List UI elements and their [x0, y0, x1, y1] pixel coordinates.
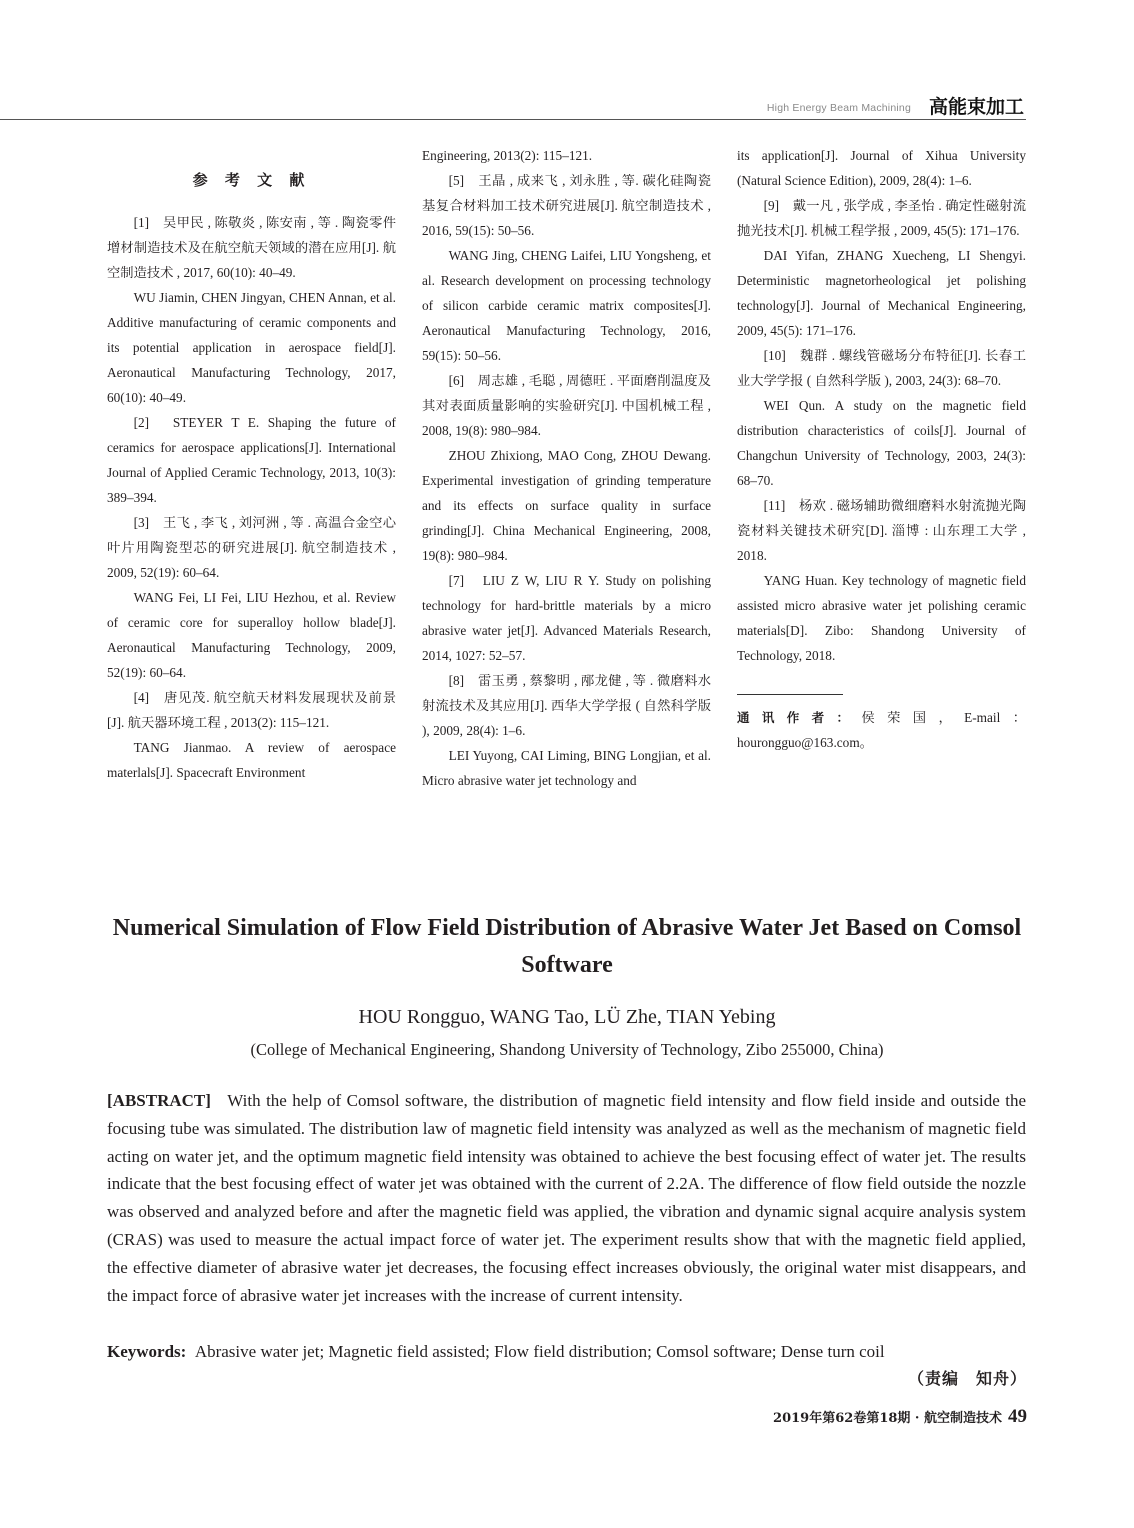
reference-entry: WANG Fei, LI Fei, LIU Hezhou, et al. Review of ceramic core for superalloy hollow blade[J]. Aeronautical Manufacturing Technology, 2009, 52(19): 60–64. — [107, 590, 396, 680]
journal-name-zh: 高能束加工 — [928, 96, 1024, 118]
correspondence-note — [737, 705, 1026, 755]
reference-continuation: its application[J]. Journal of Xihua University (Natural Science Edition), 2009, 28(4): 1–6. — [737, 148, 1026, 188]
reference-entry: YANG Huan. Key technology of magnetic field assisted micro abrasive water jet polishing ceramic materials[D]. Zibo: Shandong University of Technology, 2018. — [737, 573, 1026, 663]
reference-entry: [3] 王飞 , 李飞 , 刘河洲 , 等 . 高温合金空心叶片用陶瓷型芯的研究进展[J]. 航空制造技术 , 2009, 52(19): 60–64. — [107, 515, 396, 580]
english-title: Numerical Simulation of Flow Field Distribution of Abrasive Water Jet Based on Comsol Software — [112, 915, 1022, 978]
footer-issue: 2019年第62卷第18期 · 航空制造技术 — [773, 1411, 1002, 1426]
english-abstract — [107, 1087, 1026, 1309]
reference-entry: [10] 魏群 . 螺线管磁场分布特征[J]. 长春工业大学学报 ( 自然科学版 ), 2003, 24(3): 68–70. — [737, 348, 1026, 388]
footnote-rule — [737, 694, 843, 695]
english-affiliation: (College of Mechanical Engineering, Shandong University of Technology, Zibo 255000, China) — [250, 1040, 884, 1059]
keywords-text: Abrasive water jet; Magnetic field assisted; Flow field distribution; Comsol software; Dense turn coil — [194, 1342, 885, 1361]
reference-entry: LEI Yuyong, CAI Liming, BING Longjian, et al. Micro abrasive water jet technology and — [422, 748, 711, 788]
reference-entry: [4] 唐见茂. 航空航天材料发展现状及前景 [J]. 航天器环境工程 , 2013(2): 115–121. — [107, 690, 396, 730]
correspondence-text: 侯荣国，E-mail：hourongguo@163.com。 — [737, 710, 1026, 750]
header-rule — [0, 119, 1026, 120]
references-column-2 — [422, 143, 711, 793]
keywords-line — [107, 1338, 1026, 1365]
reference-entry: WU Jiamin, CHEN Jingyan, CHEN Annan, et al. Additive manufacturing of ceramic components and its potential application in aerospace field[J]. Aeronautical Manufacturing Technology, 2017, 60(10): 40–49. — [107, 290, 396, 405]
references-heading: 参 考 文 献 — [192, 171, 311, 189]
reference-entry: ZHOU Zhixiong, MAO Cong, ZHOU Dewang. Experimental investigation of grinding temperature and its effects on surface quality in surface grinding[J]. China Mechanical Engineering, 2008, 19(8): 980–984. — [422, 448, 711, 563]
references-column-1 — [107, 143, 396, 785]
abstract-label: [ABSTRACT] — [107, 1091, 211, 1110]
reference-entry: [9] 戴一凡 , 张学成 , 李圣怡 . 确定性磁射流抛光技术[J]. 机械工程学报 , 2009, 45(5): 171–176. — [737, 198, 1026, 238]
abstract-text: With the help of Comsol software, the distribution of magnetic field intensity and flow field inside and outside the focusing tube was simulated. The distribution law of magnetic field intensity was analyzed as well as the mechanism of magnetic field acting on water jet, and the optimum magnetic field intensity was obtained to achieve the best focusing effect of water jet. The results indicate that the best focusing effect of water jet was obtained with the current of 2.2A. The difference of flow field outside the nozzle was observed and analyzed before and after the magnetic field was applied, the vibration and dynamic signal acquire analysis system (CRAS) was used to measure the actual impact force of water jet. The experiment results show that with the magnetic field applied, the effective diameter of abrasive water jet decreases, the focusing effect increases obviously, the original water mist disappears, and the impact force of abrasive water jet increases with the increase of current intensity. — [107, 1091, 1026, 1305]
reference-continuation: Engineering, 2013(2): 115–121. — [422, 148, 593, 163]
reference-entry: [11] 杨欢 . 磁场辅助微细磨料水射流抛光陶瓷材料关键技术研究[D]. 淄博 : 山东理工大学 , 2018. — [737, 498, 1026, 563]
reference-entry: [8] 雷玉勇 , 蔡黎明 , 邴龙健 , 等 . 微磨料水射流技术及其应用[J]. 西华大学学报 ( 自然科学版 ), 2009, 28(4): 1–6. — [422, 673, 711, 738]
reference-entry: [1] 吴甲民 , 陈敬炎 , 陈安南 , 等 . 陶瓷零件增材制造技术及在航空航天领域的潜在应用[J]. 航空制造技术 , 2017, 60(10): 40–49. — [107, 215, 396, 280]
reference-entry: [6] 周志雄 , 毛聪 , 周德旺 . 平面磨削温度及其对表面质量影响的实验研究[J]. 中国机械工程 , 2008, 19(8): 980–984. — [422, 373, 711, 438]
reference-entry: [2] STEYER T E. Shaping the future of ceramics for aerospace applications[J]. International Journal of Applied Ceramic Technology, 2013, 10(3): 389–394. — [107, 415, 396, 505]
page-footer — [773, 1406, 1027, 1428]
page-number: 49 — [1008, 1406, 1027, 1427]
editor-note: （责编 知舟） — [907, 1369, 1027, 1388]
english-authors: HOU Rongguo, WANG Tao, LÜ Zhe, TIAN Yebing — [358, 1006, 776, 1028]
reference-entry: [5] 王晶 , 成来飞 , 刘永胜 , 等. 碳化硅陶瓷基复合材料加工技术研究进展[J]. 航空制造技术 , 2016, 59(15): 50–56. — [422, 173, 711, 238]
journal-name-en: High Energy Beam Machining — [766, 102, 911, 114]
reference-entry: [7] LIU Z W, LIU R Y. Study on polishing technology for hard-brittle materials by a micro abrasive water jet[J]. Advanced Materials Research, 2014, 1027: 52–57. — [422, 573, 711, 663]
references-column-3 — [737, 143, 1026, 755]
reference-entry: TANG Jianmao. A review of aerospace materlals[J]. Spacecraft Environment — [107, 740, 396, 780]
reference-entry: WANG Jing, CHENG Laifei, LIU Yongsheng, et al. Research development on processing technology of silicon carbide ceramic matrix composites[J]. Aeronautical Manufacturing Technology, 2016, 59(15): 50–56. — [422, 248, 711, 363]
running-header — [0, 90, 1026, 120]
reference-entry: WEI Qun. A study on the magnetic field distribution characteristics of coils[J]. Journal of Changchun University of Technology, 2003, 24(3): 68–70. — [737, 398, 1026, 488]
reference-entry: DAI Yifan, ZHANG Xuecheng, LI Shengyi. Deterministic magnetorheological jet polishing technology[J]. Journal of Mechanical Engineering, 2009, 45(5): 171–176. — [737, 248, 1026, 338]
correspondence-label: 通讯作者： — [737, 710, 862, 725]
keywords-label: Keywords: — [107, 1342, 187, 1361]
